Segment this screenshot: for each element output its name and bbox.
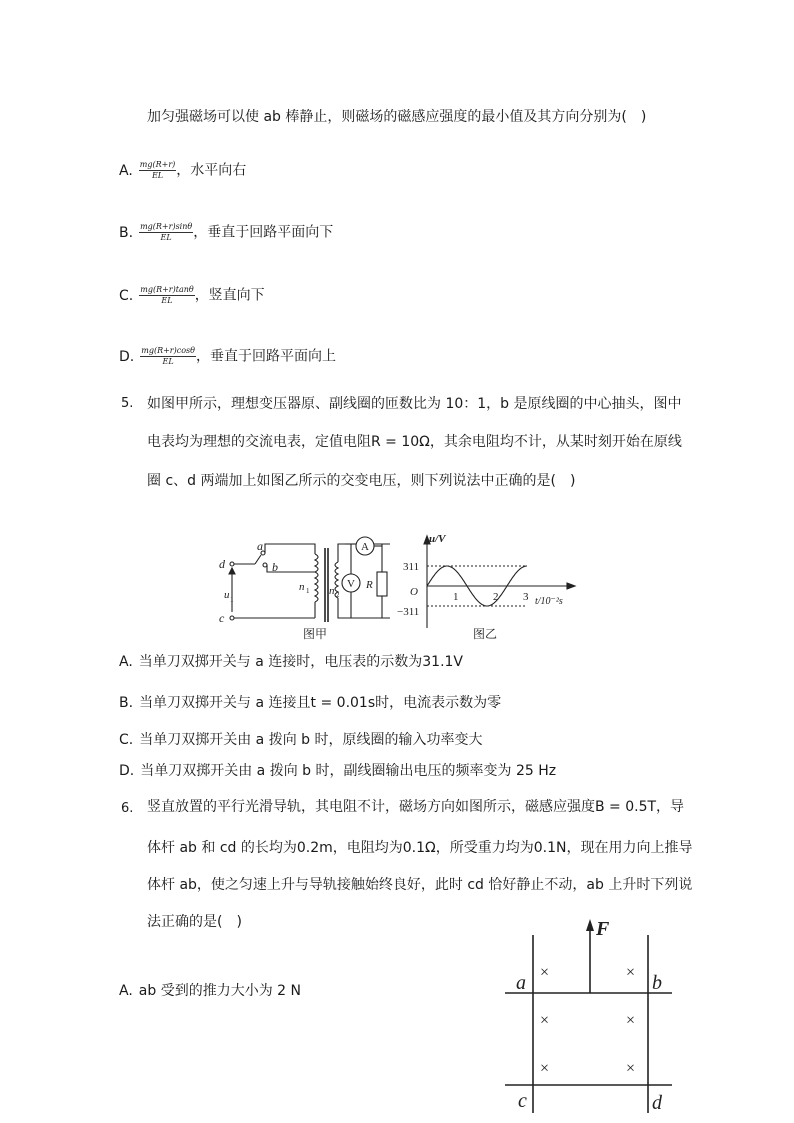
graph-origin: O [410, 586, 418, 598]
field-cross: × [540, 964, 550, 981]
label-n1: n [299, 581, 305, 593]
q6-rail-figure [500, 915, 680, 1115]
option-label: A. [119, 983, 133, 999]
fraction-denominator: EL [162, 357, 174, 366]
resistor [377, 572, 387, 596]
label-n1-sub: 1 [306, 587, 310, 595]
option-label: B. [119, 224, 134, 241]
q6-stem-line-4: 法正确的是( ) [147, 914, 242, 930]
label-a: a [516, 972, 526, 994]
caption-figure-a: 图甲 [303, 627, 328, 641]
q6-option-a [119, 981, 301, 1001]
fraction [140, 346, 196, 367]
fraction-numerator: mg(R+r)cosθ [141, 346, 195, 355]
label-d: d [219, 557, 225, 571]
option-label: A. [119, 654, 133, 670]
fraction-denominator: EL [160, 233, 172, 242]
option-text: ab 受到的推力大小为 2 N [138, 983, 301, 999]
label-d: d [652, 1092, 662, 1114]
graph-y-bottom: −311 [397, 606, 420, 618]
label-ammeter: A [361, 541, 369, 553]
field-cross: × [626, 964, 636, 981]
caption-figure-b: 图乙 [473, 627, 498, 641]
q5-option-d [119, 761, 556, 781]
option-text: 当单刀双掷开关与 a 连接时，电压表的示数为31.1V [138, 654, 464, 670]
option-text: ，水平向右 [176, 162, 247, 179]
q6-stem-line-3: 体杆 ab，使之匀速上升与导轨接触始终良好，此时 cd 恰好静止不动，ab 上升时下列说 [147, 877, 693, 893]
option-label: A. [119, 162, 133, 179]
label-b: b [652, 972, 662, 994]
fraction-numerator: mg(R+r)sinθ [140, 222, 193, 231]
label-c: c [219, 611, 225, 625]
label-a: a [257, 539, 263, 553]
option-text: 当单刀双掷开关与 a 连接且t = 0.01s时，电流表示数为零 [139, 695, 502, 711]
primary-coil [315, 554, 318, 602]
label-resistor: R [366, 579, 373, 591]
fraction-denominator: EL [151, 171, 164, 180]
label-voltmeter: V [347, 578, 355, 590]
q6-number: 6. [121, 801, 134, 816]
q5-number: 5. [121, 396, 134, 411]
label-n2: n [329, 585, 335, 597]
graph-tick-1: 1 [453, 591, 459, 603]
option-label: B. [119, 695, 134, 711]
q5-option-a [119, 652, 463, 672]
q4-option-c [119, 285, 265, 306]
terminal-c [230, 616, 234, 620]
q5-stem-line-2: 电表均为理想的交流电表，定值电阻R = 10Ω，其余电阻均不计，从某时刻开始在原线 [147, 434, 682, 450]
q6-stem-line-2: 体杆 ab 和 cd 的长均为0.2m，电阻均为0.1Ω，所受重力均为0.1N，现在用力向上推导 [147, 840, 693, 856]
q5-figure [215, 532, 585, 644]
label-u1-sub: 1 [230, 596, 234, 604]
q4-option-b [119, 222, 333, 243]
q4-option-a [119, 160, 246, 181]
graph-tick-2: 2 [493, 591, 499, 603]
q4-option-d [119, 346, 336, 367]
option-label: C. [119, 732, 134, 748]
field-cross: × [626, 1060, 636, 1077]
option-text: ，垂直于回路平面向下 [193, 224, 334, 241]
q6-stem-line-1: 竖直放置的平行光滑导轨，其电阻不计，磁场方向如图所示，磁感应强度B = 0.5T，导 [147, 799, 685, 815]
graph-y-top: 311 [403, 561, 420, 573]
graph-ylabel: u/V [429, 533, 446, 545]
q4-stem-tail: 加匀强磁场可以使 ab 棒静止，则磁场的磁感应强度的最小值及其方向分别为( ) [147, 109, 647, 125]
fraction-numerator: mg(R+r)tanθ [140, 285, 194, 294]
option-label: D. [119, 348, 135, 365]
option-text: ，垂直于回路平面向上 [195, 348, 336, 365]
field-cross: × [540, 1012, 550, 1029]
label-c: c [518, 1090, 527, 1112]
option-text: 当单刀双掷开关由 a 拨向 b 时，原线圈的输入功率变大 [139, 732, 483, 748]
fraction-numerator: mg(R+r) [139, 160, 176, 169]
fraction [139, 222, 193, 243]
option-label: C. [119, 287, 134, 304]
option-text: ，竖直向下 [194, 287, 265, 304]
label-b: b [272, 560, 278, 574]
label-F: F [596, 918, 610, 940]
q5-stem-line-3: 圈 c、d 两端加上如图乙所示的交变电压，则下列说法中正确的是( ) [147, 473, 576, 489]
terminal-d [230, 562, 234, 566]
q5-option-b [119, 693, 501, 713]
graph-tick-3: 3 [523, 591, 529, 603]
fraction [139, 285, 194, 306]
label-n2-sub: 2 [336, 591, 340, 599]
q5-option-c [119, 730, 483, 750]
field-cross: × [626, 1012, 636, 1029]
fraction-denominator: EL [161, 296, 173, 305]
q5-stem-line-1: 如图甲所示，理想变压器原、副线圈的匝数比为 10：1，b 是原线圈的中心抽头，图中 [147, 396, 682, 412]
option-label: D. [119, 763, 135, 779]
fraction [139, 160, 177, 181]
switch-contact-b [263, 563, 267, 567]
field-cross: × [540, 1060, 550, 1077]
option-text: 当单刀双掷开关由 a 拨向 b 时，副线圈输出电压的频率变为 25 Hz [140, 763, 557, 779]
graph-xlabel: t/10⁻²s [535, 596, 563, 607]
force-arrow-head [586, 919, 594, 931]
label-u1: u [224, 589, 230, 601]
